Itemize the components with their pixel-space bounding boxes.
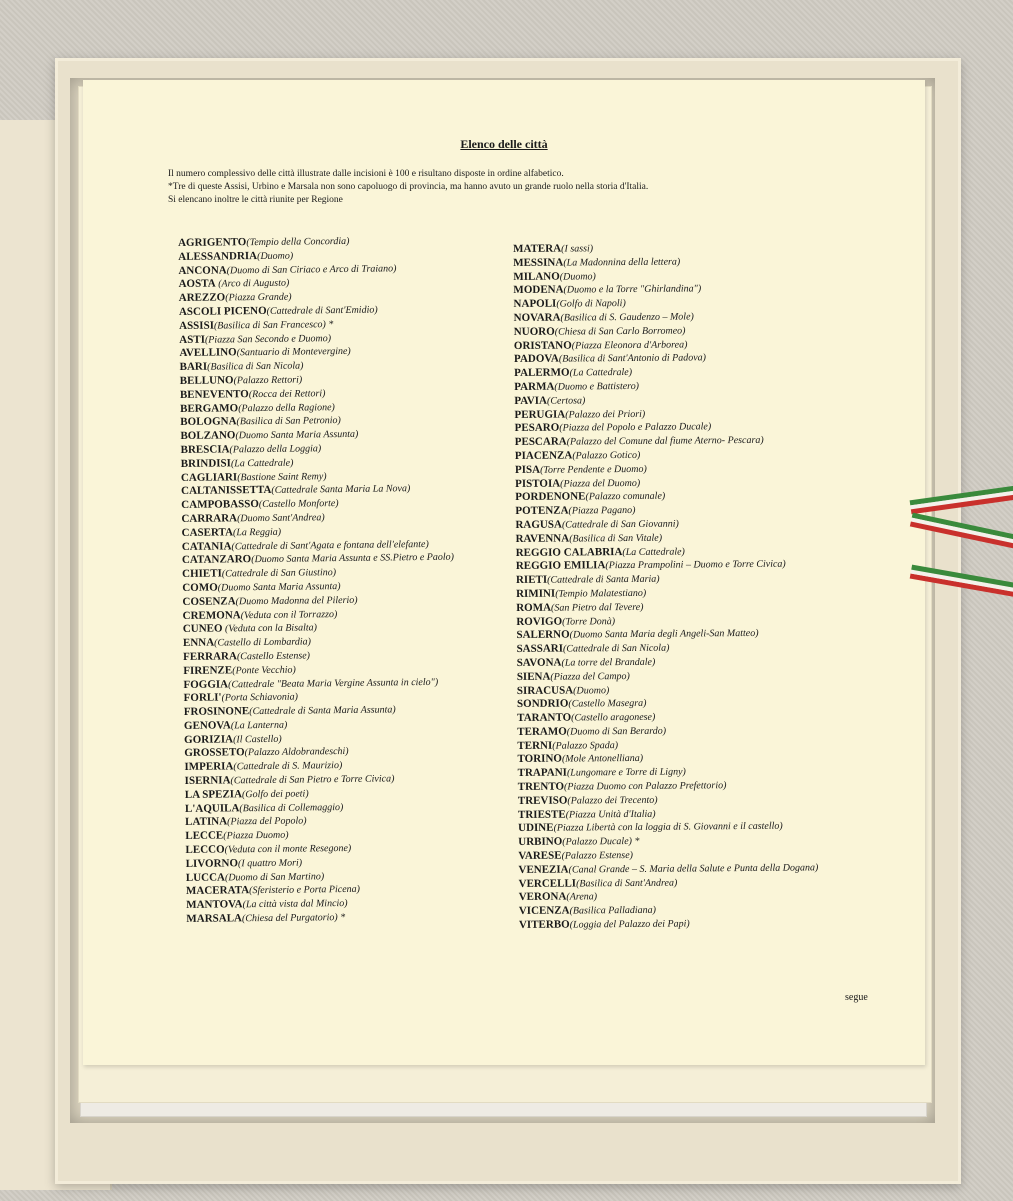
landmark-name: (Golfo dei poeti) [241, 788, 309, 801]
city-name: ORISTANO [513, 339, 572, 352]
landmark-name: (Basilica di Sant'Antonio di Padova) [558, 352, 707, 365]
city-name: LUCCA [185, 871, 226, 884]
city-name: TARANTO [517, 711, 572, 725]
landmark-name: (Arco di Augusto) [215, 278, 290, 290]
landmark-name: (Duomo di San Berardo) [566, 725, 667, 738]
landmark-name: (La Reggia) [232, 526, 282, 539]
city-name: PIACENZA [514, 449, 573, 462]
city-name: ASTI [179, 333, 206, 346]
city-name: CATANZARO [181, 553, 252, 567]
city-name: LECCO [185, 843, 225, 857]
landmark-name: (Arena) [566, 891, 598, 904]
city-name: PADOVA [513, 352, 559, 366]
landmark-name: (Cattedrale di Santa Maria Assunta) [249, 704, 396, 718]
landmark-name: (La Cattedrale) [230, 457, 294, 470]
city-entry [518, 861, 818, 877]
city-name: CARRARA [181, 512, 238, 525]
landmark-name: (La Cattedrale) [622, 546, 685, 558]
city-entry [516, 558, 816, 574]
landmark-name: (Cattedrale Santa Maria La Nova) [271, 483, 411, 497]
city-name: LIVORNO [185, 857, 239, 870]
landmark-name: (Cattedrale di Santa Maria) [547, 573, 660, 586]
city-name: SALERNO [516, 628, 570, 642]
city-name: LECCE [185, 829, 224, 843]
continue-note: segue [845, 992, 868, 1003]
landmark-name: (Veduta con il monte Resegone) [224, 842, 352, 856]
city-entry [518, 820, 818, 836]
landmark-name: (Tempio della Concordia) [246, 235, 350, 249]
city-name: CAGLIARI [180, 470, 238, 484]
landmark-name: (Piazza del Campo) [550, 670, 630, 683]
city-name: SONDRIO [516, 697, 569, 711]
landmark-name: (La torre del Brandale) [561, 656, 656, 669]
city-name: NAPOLI [513, 297, 557, 311]
city-name: BRESCIA [180, 443, 230, 456]
city-name: MATERA [513, 242, 562, 255]
city-name: AVELLINO [179, 346, 237, 360]
city-name: ALESSANDRIA [178, 249, 258, 263]
city-name: RIMINI [516, 587, 556, 600]
city-name: VITERBO [518, 918, 570, 932]
landmark-name: (Duomo Santa Maria Assunta) [217, 580, 341, 594]
city-name: PISA [514, 463, 541, 476]
city-name: CASERTA [181, 526, 234, 539]
city-name: COSENZA [182, 595, 236, 608]
city-name: POTENZA [515, 504, 569, 518]
landmark-name: (Duomo) [559, 270, 596, 283]
city-name: CUNEO [182, 622, 223, 636]
city-name: GENOVA [183, 719, 231, 732]
landmark-name: (Piazza del Duomo) [560, 477, 641, 490]
landmark-name: (Duomo Sant'Andrea) [236, 512, 325, 525]
landmark-name: (Duomo di San Ciriaco e Arco di Traiano) [226, 262, 397, 277]
landmark-name: (Piazza Prampolini – Duomo e Torre Civica) [605, 558, 786, 572]
landmark-name: (Cattedrale di San Nicola) [562, 642, 670, 655]
city-name: MESSINA [513, 256, 564, 269]
landmark-name: (Duomo e la Torre "Ghirlandina") [563, 283, 702, 296]
landmark-name: (Basilica di Collemaggio) [239, 801, 344, 814]
landmark-name: (Canal Grande – S. Maria della Salute e Punta della Dogana) [568, 862, 819, 876]
city-name: TERAMO [517, 725, 567, 738]
city-name: RAVENNA [515, 532, 570, 545]
landmark-name: (Palazzo Gotico) [572, 449, 641, 462]
landmark-name: (Piazza Eleonora d'Arborea) [571, 339, 688, 352]
city-name: PERUGIA [514, 408, 566, 421]
landmark-name: (Basilica di San Nicola) [207, 360, 304, 373]
city-name: VENEZIA [518, 863, 569, 876]
city-name: TRAPANI [517, 766, 567, 780]
landmark-name: (Santuario di Montevergine) [236, 346, 351, 359]
document-page [83, 80, 925, 1065]
landmark-name: (Piazza del Popolo) [227, 815, 307, 828]
landmark-name: (Il Castello) [232, 733, 282, 746]
landmark-name: (Duomo e Battistero) [554, 380, 640, 393]
landmark-name: (Basilica Palladiana) [569, 905, 657, 917]
city-name: ROMA [516, 601, 552, 614]
city-name: GORIZIA [184, 733, 234, 746]
city-name: CAMPOBASSO [181, 498, 259, 512]
city-name: VICENZA [518, 904, 570, 918]
landmark-name: (Ponte Vecchio) [232, 664, 296, 677]
landmark-name: (Bastione Saint Remy) [237, 470, 327, 483]
city-name: AGRIGENTO [178, 236, 247, 249]
landmark-name: (La Lanterna) [230, 719, 288, 732]
city-name: TRIESTE [517, 808, 566, 821]
city-name: MILANO [513, 270, 560, 283]
landmark-name: (Castello aragonese) [571, 711, 656, 724]
landmark-name: (Castello Estense) [236, 650, 311, 663]
city-name: REGGIO EMILIA [515, 559, 606, 573]
landmark-name: (Piazza Libertà con la loggia di S. Giovanni e il castello) [553, 821, 783, 835]
city-name: BOLZANO [180, 429, 236, 443]
city-name: BOLOGNA [180, 415, 237, 429]
landmark-name: (Lungomare e Torre di Ligny) [566, 766, 686, 779]
landmark-name: (Duomo Santa Maria Assunta) [235, 428, 359, 442]
city-name: TERNI [517, 739, 553, 752]
landmark-name: (Basilica di Sant'Andrea) [576, 877, 678, 890]
city-name: RIETI [515, 573, 548, 587]
city-name: REGGIO CALABRIA [515, 545, 623, 559]
city-name: UDINE [518, 822, 554, 835]
landmark-name: (Castello di Lombardia) [214, 636, 312, 649]
city-name: CATANIA [181, 539, 232, 553]
city-name: MACERATA [185, 884, 250, 898]
city-name: BELLUNO [179, 374, 234, 387]
landmark-name: (Cattedrale di San Pietro e Torre Civica) [230, 773, 395, 787]
landmark-name: (Palazzo comunale) [585, 491, 666, 503]
city-name: LA SPEZIA [184, 788, 243, 801]
city-name: NOVARA [513, 311, 561, 324]
city-name: VERONA [518, 891, 567, 904]
landmark-name: (Basilica di S. Gaudenzo – Mole) [560, 311, 694, 324]
intro-line: *Tre di queste Assisi, Urbino e Marsala non sono capoluogo di provincia, ma hanno avuto un grande ruolo nella storia d'Italia. [168, 182, 649, 192]
landmark-name: (Chiesa di San Carlo Borromeo) [554, 325, 686, 338]
city-name: RAGUSA [515, 518, 562, 531]
city-entry [186, 910, 458, 927]
landmark-name: (Palazzo Spada) [552, 739, 619, 752]
city-name: BENEVENTO [179, 387, 249, 401]
landmark-name: (Loggia del Palazzo dei Papi) [569, 918, 690, 931]
landmark-name: (Piazza del Popolo e Palazzo Ducale) [559, 421, 712, 434]
landmark-name: (Mole Antonelliana) [561, 753, 644, 766]
landmark-name: (I sassi) [561, 243, 594, 255]
city-name: PESCARA [514, 435, 567, 449]
landmark-name: (Piazza San Secondo e Duomo) [204, 332, 332, 346]
landmark-name: (Basilica di San Petronio) [236, 415, 341, 428]
landmark-name: (Palazzo Ducale) * [562, 836, 640, 848]
landmark-name: (Rocca dei Rettori) [248, 387, 326, 400]
city-name: PALERMO [514, 366, 570, 380]
landmark-name: (I quattro Mori) [237, 857, 303, 870]
landmark-name: (Castello Masegra) [568, 698, 647, 710]
city-name: ANCONA [178, 264, 227, 277]
city-name: L'AQUILA [184, 801, 240, 815]
intro-text [168, 168, 888, 207]
city-name: PISTOIA [515, 477, 561, 490]
landmark-name: (Duomo di San Martino) [224, 870, 325, 884]
landmark-name: (Torre Donà) [562, 615, 616, 628]
city-name: PESARO [514, 421, 560, 435]
city-name: MANTOVA [186, 898, 243, 912]
landmark-name: (Duomo Madonna del Pilerio) [235, 594, 358, 608]
landmark-name: (Certosa) [546, 395, 586, 407]
city-name: VARESE [518, 849, 562, 863]
landmark-name: (Castello Monforte) [258, 498, 339, 511]
city-name: ENNA [182, 636, 215, 650]
city-name: COMO [182, 581, 218, 594]
city-name: MODENA [513, 283, 564, 297]
landmark-name: (Chiesa del Purgatorio) * [241, 912, 346, 925]
city-name: LATINA [185, 815, 228, 829]
city-name: BERGAMO [180, 401, 239, 415]
city-name: BRINDISI [180, 457, 231, 470]
landmark-name: (Cattedrale di Sant'Agata e fontana dell'elefante) [231, 538, 429, 552]
landmark-name: (Piazza Duomo con Palazzo Prefettorio) [563, 780, 727, 793]
city-name: ISERNIA [184, 774, 231, 788]
city-name: SAVONA [516, 656, 562, 669]
city-name: AREZZO [178, 291, 226, 305]
city-name: FROSINONE [183, 705, 250, 719]
landmark-name: (Palazzo Estense) [561, 850, 634, 862]
landmark-name: (Cattedrale di Sant'Emidio) [266, 304, 378, 317]
landmark-name: (Veduta con la Bisalta) [222, 622, 318, 635]
landmark-name: (Palazzo della Loggia) [229, 443, 322, 456]
landmark-name: (Palazzo del Comune dal fiume Aterno- Pescara) [566, 434, 764, 448]
city-name: ROVIGO [516, 615, 563, 628]
city-name: ASSISI [179, 319, 215, 332]
city-name: TORINO [517, 753, 562, 766]
city-name: FIRENZE [183, 664, 233, 677]
landmark-name: (Piazza Grande) [225, 291, 292, 304]
landmark-name: (Cattedrale di S. Maurizio) [233, 760, 343, 773]
city-name: URBINO [518, 835, 563, 849]
city-name: SASSARI [516, 642, 564, 656]
landmark-name: (Piazza Pagano) [568, 505, 636, 517]
city-name: BARI [179, 360, 208, 374]
landmark-name: (La Madonnina della lettera) [563, 256, 681, 269]
landmark-name: (Palazzo della Ragione) [238, 401, 335, 414]
city-name: PAVIA [514, 394, 548, 407]
city-list-left [178, 234, 458, 927]
landmark-name: (Cattedrale di San Giovanni) [561, 518, 679, 531]
landmark-name: (Cattedrale di San Giustino) [221, 567, 337, 580]
landmark-name: (Palazzo dei Priori) [565, 408, 646, 421]
landmark-name: (La città vista dal Mincio) [242, 898, 348, 911]
landmark-name: (Duomo) [573, 684, 610, 696]
city-name: TRENTO [517, 780, 565, 794]
city-name: SIENA [516, 670, 551, 683]
city-name: CREMONA [182, 608, 241, 622]
landmark-name: (Golfo di Napoli) [556, 298, 626, 310]
city-name: FORLI' [183, 691, 222, 705]
intro-line: Il numero complessivo delle città illustrate dalle incisioni è 100 e risultano disposte in ordine alfabetico. [168, 169, 564, 179]
city-name: SIRACUSA [516, 683, 574, 697]
landmark-name: (Porta Schiavonia) [221, 691, 298, 704]
landmark-name: (Palazzo Aldobrandeschi) [244, 746, 349, 759]
landmark-name: (Basilica di San Francesco) * [213, 318, 334, 332]
landmark-name: (Sferisterio e Porta Picena) [249, 884, 361, 897]
city-name: NUORO [513, 325, 555, 338]
landmark-name: (Piazza Duomo) [223, 829, 289, 842]
landmark-name: (Duomo Santa Maria Assunta e SS.Pietro e Paolo) [251, 551, 455, 566]
landmark-name: (Piazza Unità d'Italia) [565, 808, 656, 821]
city-name: CHIETI [182, 567, 222, 581]
city-name: CALTANISSETTA [181, 484, 272, 498]
city-name: AOSTA [178, 277, 216, 291]
landmark-name: (Palazzo dei Trecento) [567, 794, 658, 807]
city-name: IMPERIA [184, 760, 234, 774]
city-name: FERRARA [183, 650, 237, 663]
landmark-name: (Torre Pendente e Duomo) [539, 463, 647, 476]
city-name: GROSSETO [184, 746, 245, 760]
landmark-name: (Veduta con il Torrazzo) [240, 608, 338, 621]
landmark-name: (San Pietro dal Tevere) [550, 601, 644, 614]
city-name: PARMA [514, 380, 555, 393]
landmark-name: (Duomo) [257, 250, 294, 262]
landmark-name: (Palazzo Rettori) [233, 374, 303, 387]
city-name: ASCOLI PICENO [178, 304, 267, 318]
landmark-name: (La Cattedrale) [569, 367, 633, 379]
city-list-right [513, 240, 819, 932]
city-name: MARSALA [186, 912, 243, 925]
landmark-name: (Basilica di San Vitale) [569, 532, 663, 545]
city-entry [519, 916, 819, 932]
page-title: Elenco delle città [460, 137, 548, 151]
city-name: FOGGIA [183, 677, 229, 691]
landmark-name: (Cattedrale "Beata Maria Vergine Assunta in cielo") [228, 676, 439, 690]
landmark-name: (Tempio Malatestiano) [555, 587, 647, 600]
city-name: VERCELLI [518, 877, 577, 890]
intro-line: Si elencano inoltre le città riunite per Regione [168, 195, 343, 205]
city-name: TREVISO [517, 794, 568, 807]
landmark-name: (Duomo Santa Maria degli Angeli-San Matteo) [569, 628, 759, 641]
city-name: PORDENONE [515, 490, 586, 504]
